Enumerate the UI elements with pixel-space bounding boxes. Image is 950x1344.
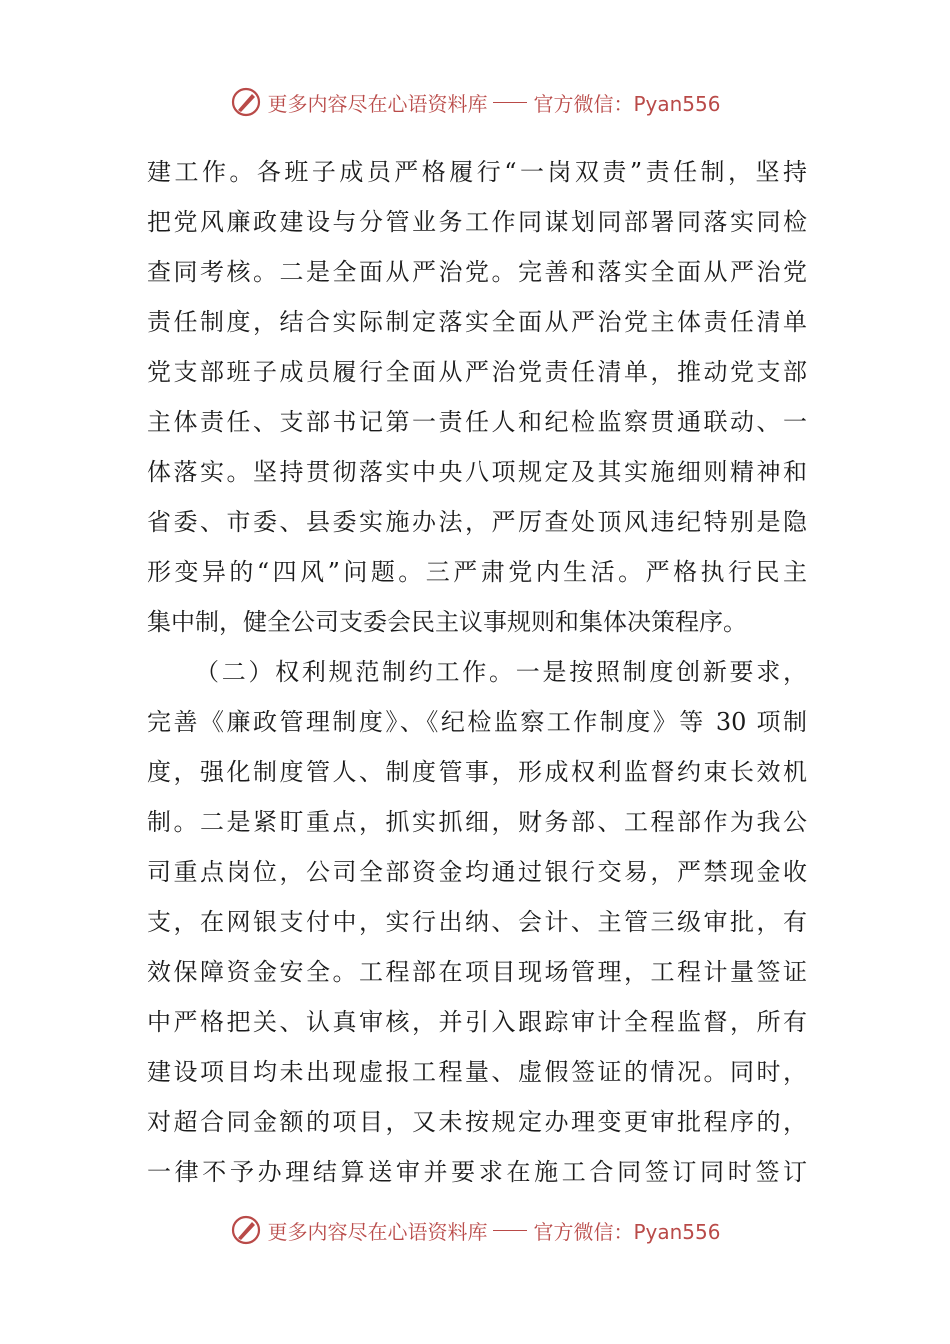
text-line: 对超合同金额的项目，又未按规定办理变更审批程序的， bbox=[147, 1108, 807, 1136]
text-line: 司重点岗位，公司全部资金均通过银行交易，严禁现金收 bbox=[147, 858, 807, 886]
pen-logo-icon bbox=[229, 85, 263, 119]
text-line: 度，强化制度管人、制度管事，形成权利监督约束长效机 bbox=[147, 758, 807, 786]
text-line: 中严格把关、认真审核，并引入跟踪审计全程监督，所有 bbox=[147, 1008, 807, 1036]
text-line: 一律不予办理结算送审并要求在施工合同签订同时签订 bbox=[147, 1158, 807, 1186]
text-line: 党支部班子成员履行全面从严治党责任清单，推动党支部 bbox=[147, 358, 807, 386]
banner-wechat-text: 官方微信：Pyan556 bbox=[533, 91, 721, 116]
footer-banner bbox=[0, 1210, 950, 1250]
text-line: 完善《廉政管理制度》、《纪检监察工作制度》等 30 项制 bbox=[147, 708, 807, 736]
text-line: 主体责任、支部书记第一责任人和纪检监察贯通联动、一 bbox=[147, 408, 807, 436]
text-line: 体落实。坚持贯彻落实中央八项规定及其实施细则精神和 bbox=[147, 458, 807, 486]
text-line: 支，在网银支付中，实行出纳、会计、主管三级审批，有 bbox=[147, 908, 807, 936]
document-body bbox=[147, 147, 807, 1197]
paragraph-2 bbox=[147, 647, 807, 1197]
text-line: 制。二是紧盯重点，抓实抓细，财务部、工程部作为我公 bbox=[147, 808, 807, 836]
banner-main-text: 更多内容尽在心语资料库 bbox=[267, 91, 488, 116]
text-line: 形变异的“四风”问题。三严肃党内生活。严格执行民主 bbox=[147, 558, 807, 586]
banner-separator bbox=[493, 1230, 527, 1231]
header-banner bbox=[0, 82, 950, 122]
banner-wechat-text: 官方微信：Pyan556 bbox=[533, 1219, 721, 1244]
text-line: 集中制，健全公司支委会民主议事规则和集体决策程序。 bbox=[147, 608, 747, 636]
text-line: 效保障资金安全。工程部在项目现场管理，工程计量签证 bbox=[147, 958, 807, 986]
text-line: 查同考核。二是全面从严治党。完善和落实全面从严治党 bbox=[147, 258, 807, 286]
text-line: 责任制度，结合实际制定落实全面从严治党主体责任清单 bbox=[147, 308, 807, 336]
banner-main-text: 更多内容尽在心语资料库 bbox=[267, 1219, 488, 1244]
text-line: 建设项目均未出现虚报工程量、虚假签证的情况。同时， bbox=[147, 1058, 807, 1086]
paragraph-1 bbox=[147, 147, 807, 647]
pen-logo-icon bbox=[229, 1213, 263, 1247]
banner-separator bbox=[493, 102, 527, 103]
text-line: 省委、市委、县委实施办法，严厉查处顶风违纪特别是隐 bbox=[147, 508, 807, 536]
text-line: 建工作。各班子成员严格履行“一岗双责”责任制，坚持 bbox=[147, 158, 807, 186]
text-line: 把党风廉政建设与分管业务工作同谋划同部署同落实同检 bbox=[147, 208, 807, 236]
text-line: （二）权利规范制约工作。一是按照制度创新要求， bbox=[195, 658, 807, 686]
